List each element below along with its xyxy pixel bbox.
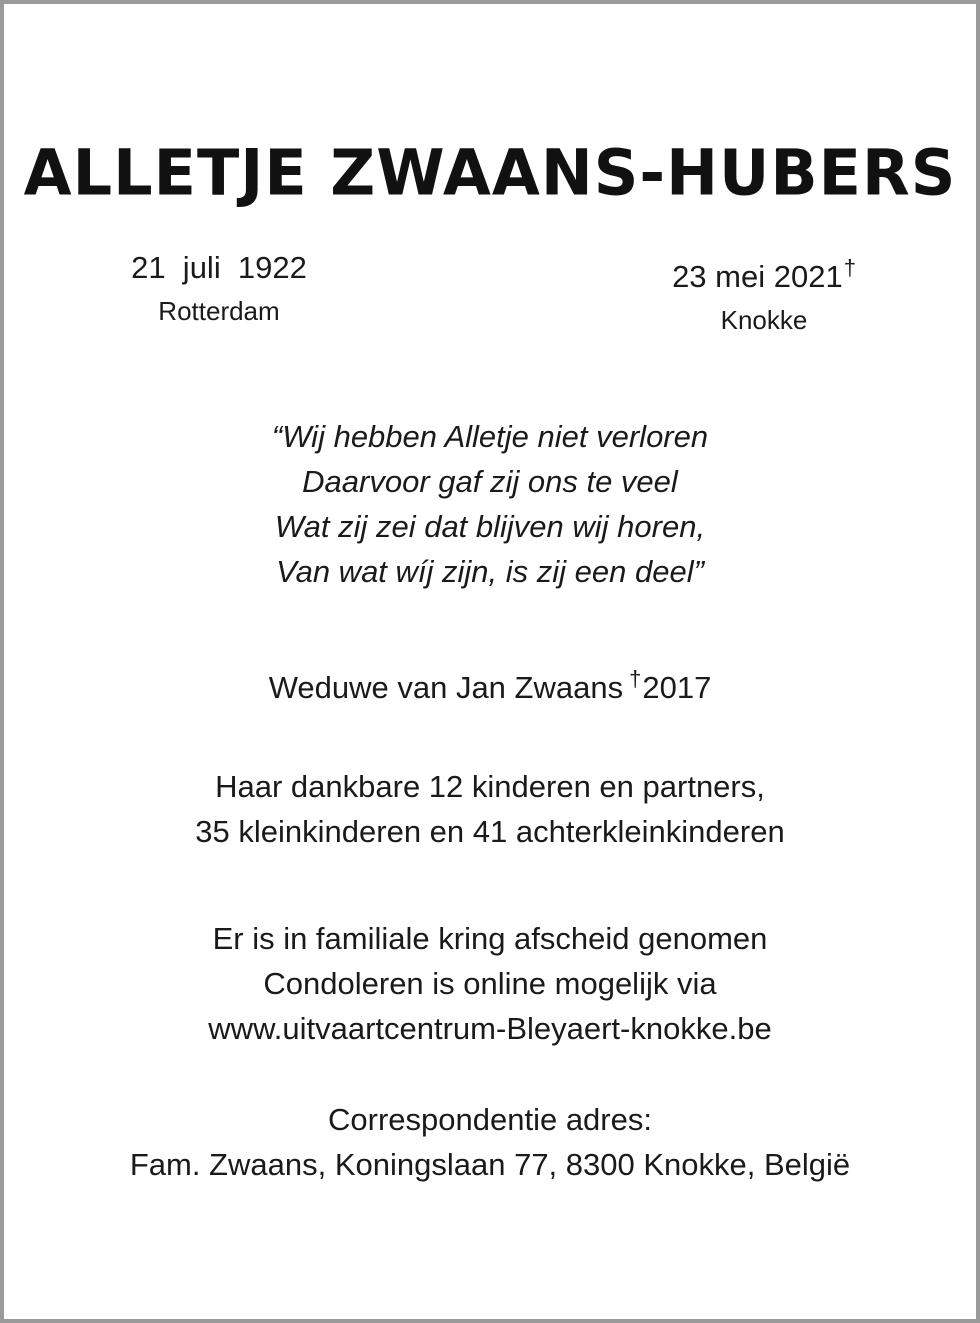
widow-text: Weduwe van Jan Zwaans (268, 670, 624, 705)
family-line: Haar dankbare 12 kinderen en partners, (215, 769, 765, 804)
deceased-name: ALLETJE ZWAANS-HUBERS (23, 135, 957, 210)
death-date: 23 mei 2021 (672, 259, 843, 294)
widow-line (4, 656, 976, 710)
widow-year: 2017 (642, 670, 712, 705)
correspondence-block (4, 1097, 976, 1187)
correspondence-heading: Correspondentie adres: (328, 1102, 652, 1137)
family-line: 35 kleinkinderen en 41 achterkleinkinderen (195, 814, 785, 849)
dagger-icon: † (629, 666, 642, 691)
memorial-poem (4, 414, 976, 594)
farewell-line: Condoleren is online mogelijk via (263, 966, 717, 1001)
correspondence-address: Fam. Zwaans, Koningslaan 77, 8300 Knokke, België (129, 1147, 851, 1182)
birth-date: 21 juli 1922 (131, 250, 307, 285)
condolence-url: www.uitvaartcentrum-Bleyaert-knokke.be (208, 1011, 772, 1046)
poem-line: Wat zij zei dat blijven wij horen, (274, 509, 706, 544)
poem-line: “Wij hebben Alletje niet verloren (271, 419, 709, 454)
birth-place: Rotterdam (158, 296, 280, 326)
poem-line: Daarvoor gaf zij ons te veel (302, 464, 678, 499)
birth-info (108, 248, 330, 328)
death-date-line (644, 248, 884, 297)
farewell-line: Er is in familiale kring afscheid genomen (212, 921, 768, 956)
death-info (644, 248, 884, 337)
family-block (4, 764, 976, 854)
death-place: Knokke (720, 305, 808, 335)
poem-line: Van wat wíj zijn, is zij een deel” (276, 554, 704, 589)
dagger-icon: † (843, 255, 856, 280)
farewell-block (4, 916, 976, 1051)
